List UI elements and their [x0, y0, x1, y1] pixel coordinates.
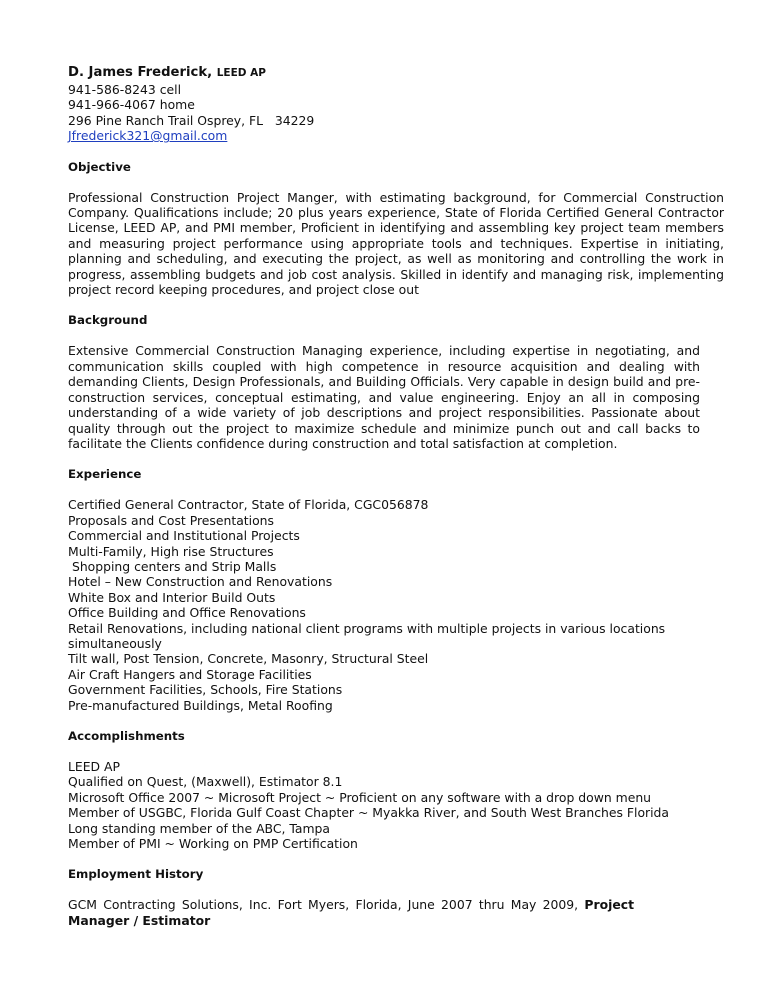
employment-entry-role: Project Manager / Estimator	[68, 897, 634, 928]
list-item: Shopping centers and Strip Malls	[68, 558, 277, 574]
resume-page	[68, 64, 724, 928]
address: 296 Pine Ranch Trail Osprey, FL 34229	[68, 112, 315, 128]
background-text: Extensive Commercial Construction Managing experience, including expertise in negotiating, and communication skills coupled with high competence in resource acquisition and dealing with demanding Clients, Design Professionals, and Building Officials. Very capable in design build and pre-construction services, conceptual estimating, and value engineering. Enjoy an all in composing understanding of a wide variety of job descriptions and project responsibilities. Passionate about quality through out the project to maximize schedule and minimize punch out and call backs to facilitate the Clients confidence during construction and total satisfaction at completion.	[68, 343, 700, 451]
background-heading: Background	[68, 313, 148, 328]
list-item: Office Building and Office Renovations	[68, 605, 306, 621]
objective-heading: Objective	[68, 159, 131, 174]
experience-heading: Experience	[68, 467, 142, 482]
list-item: Multi-Family, High rise Structures	[68, 543, 274, 559]
list-item: Qualified on Quest, (Maxwell), Estimator 8.1	[68, 774, 343, 790]
employment-heading: Employment History	[68, 867, 204, 882]
candidate-credential: LEED AP	[216, 67, 266, 79]
list-item: White Box and Interior Build Outs	[68, 589, 276, 605]
list-item: Commercial and Institutional Projects	[68, 528, 300, 544]
cell-phone: 941-586-8243 cell	[68, 82, 182, 97]
email-link[interactable]: Jfrederick321@gmail.com	[68, 128, 228, 144]
home-phone: 941-966-4067 home	[68, 97, 195, 113]
list-item: Certified General Contractor, State of Florida, CGC056878	[68, 497, 429, 513]
list-item: Retail Renovations, including national client programs with multiple projects in various locations simultaneously	[68, 620, 670, 651]
candidate-name: D. James Frederick,	[68, 65, 213, 80]
list-item: Tilt wall, Post Tension, Concrete, Masonry, Structural Steel	[68, 651, 429, 667]
list-item: Air Craft Hangers and Storage Facilities	[68, 666, 312, 682]
list-item: LEED AP	[68, 759, 120, 774]
candidate-name-line	[68, 64, 724, 82]
objective-text: Professional Construction Project Manger, with estimating background, for Commercial Construction Company. Qualifications include; 20 plus years experience, State of Florida Certified General Contractor License, LEED AP, and PMI member, Proficient in identifying and assembling key project team members and measuring project performance using appropriate tools and techniques. Expertise in initiating, planning and scheduling, and executing the project, as well as monitoring and controlling the work in progress, assembling budgets and job cost analysis. Skilled in identify and managing risk, implementing project record keeping procedures, and project close out	[68, 189, 724, 298]
list-item: Pre-manufactured Buildings, Metal Roofing	[68, 697, 333, 713]
employment-entry-text: GCM Contracting Solutions, Inc. Fort Myers, Florida, June 2007 thru May 2009,	[68, 897, 585, 913]
list-item: Hotel – New Construction and Renovations	[68, 574, 333, 590]
list-item: Member of PMI ~ Working on PMP Certification	[68, 836, 358, 852]
list-item: Microsoft Office 2007 ~ Microsoft Project ~ Proficient on any software with a drop down menu	[68, 789, 652, 805]
list-item: Member of USGBC, Florida Gulf Coast Chapter ~ Myakka River, and South West Branches Florida	[68, 805, 670, 821]
experience-list	[68, 497, 724, 713]
employment-entry	[68, 897, 634, 928]
list-item: Government Facilities, Schools, Fire Stations	[68, 682, 343, 698]
accomplishments-list	[68, 759, 724, 851]
list-item: Long standing member of the ABC, Tampa	[68, 820, 331, 836]
list-item: Proposals and Cost Presentations	[68, 512, 274, 528]
accomplishments-heading: Accomplishments	[68, 729, 185, 743]
